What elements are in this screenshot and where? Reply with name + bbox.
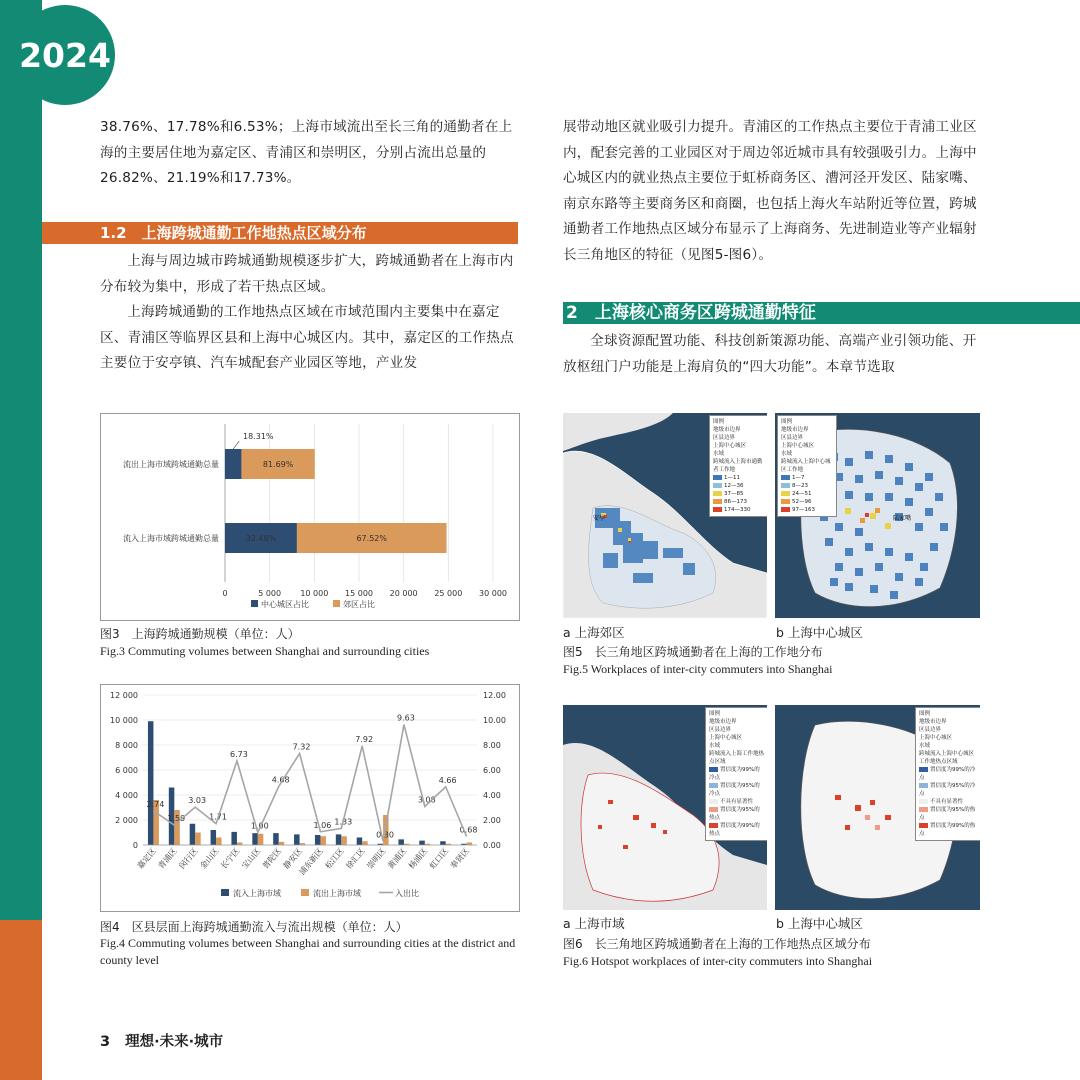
legend-item: 区县边界 (709, 727, 732, 733)
fig5b-grid-cell (835, 523, 843, 531)
legend-item: 区县边界 (781, 435, 804, 441)
fig4-bar-inflow (211, 830, 217, 845)
legend-item: 水域 (919, 743, 931, 749)
fig4-legend-label: 流入上海市域 (233, 889, 281, 898)
fig4-y-right-tick: 8.00 (483, 741, 501, 750)
legend-item: 跨城流入上海中心城区工作地热点区域 (919, 751, 975, 765)
fig4-x-tick-label: 杨浦区 (407, 846, 430, 871)
fig3-caption-zh: 图3 上海跨城通勤规模（单位：人） (100, 627, 300, 641)
left-paras (100, 249, 520, 377)
fig4-ratio-label: 0.30 (376, 830, 394, 840)
left-para-1-text: 38.76%、17.78%和6.53%；上海市域流出至长三角的通勤者在上海的主要居住地为嘉定区、青浦区和崇明区，分别占流出总量的26.82%、21.19%和17.73%。 (100, 119, 513, 186)
fig5b-grid-cell (875, 563, 883, 571)
fig5b-grid-cell (905, 498, 913, 506)
legend-item: 地级市边界 (919, 719, 947, 725)
fig4-y-left-tick: 0 (132, 841, 138, 850)
fig4-ratio-label: 1.33 (334, 817, 353, 827)
fig3-x-tick-label: 0 (222, 589, 228, 598)
fig4-y-right-tick: 2.00 (483, 816, 501, 825)
fig4-bar-inflow (252, 833, 258, 845)
fig4-ratio-label: 4.68 (271, 775, 290, 785)
fig6-caption-zh: 图6 长三角地区跨城通勤者在上海的工作地热点区域分布 (563, 937, 871, 951)
section-heading-1-2: 1.2 上海跨城通勤工作地热点区域分布 (42, 222, 518, 244)
fig4-ratio-label: 3.03 (188, 796, 207, 806)
fig5b-grid-cell (865, 543, 873, 551)
fig4-bar-inflow (190, 824, 196, 845)
fig3-data-label: 18.31% (243, 432, 274, 441)
fig4-legend-swatch (301, 889, 309, 896)
fig4-bar-outflow (279, 842, 285, 845)
fig5b-grid-cell (915, 578, 923, 586)
legend-item: 不具有显著性 (930, 799, 964, 805)
legend-item: 12—36 (724, 483, 744, 489)
fig4-y-left-tick: 10 000 (110, 716, 138, 725)
fig5b-grid-cell (855, 528, 863, 536)
legend-item: 置信度为95%的冷点 (919, 783, 976, 797)
fig5b-grid-cell (890, 591, 898, 599)
fig3-category-label: 流入上海市域跨城通勤总量 (123, 534, 219, 543)
fig5b-grid-cell (940, 523, 948, 531)
fig3-leader-line (233, 441, 239, 449)
fig5b-grid-cell (865, 493, 873, 501)
fig5b-legend-title: 图例 (781, 419, 793, 425)
fig5b-grid-cell (895, 573, 903, 581)
fig4-ratio-label: 7.32 (292, 742, 311, 752)
legend-item: 52—96 (792, 499, 812, 505)
fig5-sub-b: b 上海中心城区 (776, 625, 863, 640)
left-para-3: 上海跨城通勤的工作地热点区域在市域范围内主要集中在嘉定区、青浦区等临界区县和上海中心城区内。其中，嘉定区的工作热点主要位于安亭镇、汽车城配套产业园区等地，产业发 (100, 304, 514, 371)
publication-title: 理想·未来·城市 (125, 1034, 224, 1050)
fig5b-grid-cell (905, 463, 913, 471)
fig4-bar-outflow (258, 834, 264, 845)
fig6b-legend (915, 707, 980, 841)
right-para-1-text: 展带动地区就业吸引力提升。青浦区的工作热点主要位于青浦工业区内，配套完善的工业园区对于周边邻近城市具有较强吸引力。上海中心城区内的就业热点主要位于虹桥商务区、漕河泾开发区、陆家嘴、南京东路等主要商务区和商圈，也包括上海火车站附近等位置，跨城通勤者工作地热点区域分布显示了上海商务、先进制造业等产业辐射长三角地区的特征（见图5-图6）。 (563, 119, 977, 263)
fig4-ratio-label: 1.00 (250, 821, 269, 831)
legend-item: 水域 (713, 451, 725, 457)
fig4-chart (101, 685, 519, 911)
fig4-x-tick-label: 松江区 (323, 846, 346, 871)
fig5b-grid-cell (830, 578, 838, 586)
fig3-data-label: 81.69% (262, 460, 294, 469)
legend-item: 97—163 (792, 507, 815, 513)
fig4-x-tick-label: 普陀区 (260, 846, 284, 871)
fig4-bar-outflow (216, 838, 222, 846)
legend-item: 水域 (781, 451, 793, 457)
fig5a-place-label: 安亭 (593, 515, 606, 522)
fig4-ratio-label: 2.74 (146, 799, 165, 809)
fig4-x-tick-label: 虹口区 (427, 846, 451, 871)
fig3-x-tick-label: 20 000 (389, 589, 418, 598)
legend-item: 跨城流入上海市通勤者工作地 (713, 459, 763, 473)
fig4-x-tick-label: 青浦区 (156, 846, 179, 871)
fig4-ratio-label: 0.68 (459, 825, 478, 835)
fig4-bar-outflow (362, 841, 368, 845)
legend-item: 上海中心城区 (709, 735, 743, 741)
fig4-ratio-label: 9.63 (397, 713, 415, 723)
legend-item: 地级市边界 (781, 427, 809, 433)
fig4-x-tick-label: 嘉定区 (135, 846, 158, 871)
section-heading-2: 2 上海核心商务区跨城通勤特征 (563, 302, 1080, 324)
fig4-legend-label: 流出上海市域 (313, 889, 361, 898)
fig6b-legend-title: 图例 (919, 711, 931, 717)
fig5b-grid-cell (925, 473, 933, 481)
fig4-x-tick-label: 长宁区 (219, 846, 242, 871)
page-footer (100, 1030, 223, 1051)
fig4-bar-inflow (148, 721, 154, 845)
fig4-bar-inflow (336, 834, 342, 845)
legend-item: 24—51 (792, 491, 812, 497)
fig4-bar-inflow (231, 832, 237, 845)
fig3-bar-segment (225, 449, 241, 479)
fig4-chart-frame (100, 684, 520, 912)
fig4-bar-inflow (294, 834, 300, 845)
fig5b-place-label: 陆家嘴 (893, 515, 912, 522)
fig5-map-b (775, 413, 980, 618)
legend-item: 174—330 (724, 507, 751, 513)
legend-item: 置信度为95%的冷点 (709, 783, 760, 797)
fig4-y-right-tick: 6.00 (483, 766, 501, 775)
fig6-caption-en: Fig.6 Hotspot workplaces of inter-city commuters into Shanghai (563, 954, 873, 968)
fig5b-grid-cell (935, 493, 943, 501)
fig6-sub-b: b 上海中心城区 (776, 916, 863, 931)
fig3-legend-swatch (251, 600, 258, 607)
legend-item: 不具有显著性 (720, 799, 754, 805)
fig4-bar-outflow (320, 836, 326, 845)
right-para-1 (563, 115, 983, 268)
fig5-map-a (563, 413, 767, 618)
fig5b-grid-cell (895, 477, 903, 485)
fig4-ratio-label: 7.92 (355, 735, 374, 744)
fig4-caption-en: Fig.4 Commuting volumes between Shanghai and surrounding cities at the district and county level (100, 936, 516, 967)
fig4-y-right-tick: 4.00 (483, 791, 501, 800)
fig3-legend-swatch (333, 600, 340, 607)
legend-item: 上海中心城区 (713, 443, 747, 449)
fig4-x-tick-label: 奉贤区 (448, 846, 472, 871)
fig5b-grid-cell (930, 543, 938, 551)
fig3-legend-label: 郊区占比 (343, 600, 375, 609)
fig5b-grid-cell (865, 451, 873, 459)
fig6a-legend (705, 707, 767, 841)
fig4-x-tick-label: 宝山区 (240, 846, 263, 871)
fig5b-grid-cell (825, 538, 833, 546)
right-para-2-text: 全球资源配置功能、科技创新策源功能、高端产业引领功能、开放枢纽门户功能是上海肩负的“四大功能”。本章节选取 (563, 333, 977, 375)
fig5a-legend-title: 图例 (713, 419, 725, 425)
legend-item: 86—173 (724, 499, 747, 505)
fig5-caption-en: Fig.5 Workplaces of inter-city commuters into Shanghai (563, 662, 833, 676)
fig4-ratio-label: 1.71 (209, 812, 227, 822)
fig5b-grid-cell (885, 455, 893, 463)
fig3-x-tick-label: 10 000 (300, 589, 329, 598)
fig4-ratio-label: 4.66 (438, 775, 457, 785)
legend-item: 置信度为99%的冷点 (919, 767, 976, 781)
fig4-y-right-tick: 10.00 (483, 716, 506, 725)
fig4-legend-swatch (221, 889, 229, 896)
legend-item: 置信度为99%的冷点 (709, 767, 760, 781)
fig5b-grid-cell (905, 553, 913, 561)
fig3-x-tick-label: 5 000 (258, 589, 282, 598)
legend-item: 置信度为95%的热点 (709, 807, 760, 821)
fig3-legend-label: 中心城区占比 (261, 600, 309, 609)
left-para-2: 上海与周边城市跨城通勤规模逐步扩大，跨城通勤者在上海市内分布较为集中，形成了若干热点区域。 (100, 253, 514, 295)
legend-item: 区县边界 (919, 727, 942, 733)
page-number: 3 (100, 1034, 111, 1050)
fig5b-grid-cell (925, 508, 933, 516)
fig4-ratio-label: 1.59 (167, 814, 186, 824)
fig5b-grid-cell (855, 475, 863, 483)
fig4-ratio-label: 3.08 (417, 795, 436, 805)
fig5-sub-a: a 上海郊区 (563, 625, 625, 640)
fig5b-grid-cell (855, 568, 863, 576)
fig5b-grid-cell (870, 585, 878, 593)
fig4-bar-inflow (273, 833, 279, 845)
fig4-bar-inflow (315, 835, 321, 845)
fig4-bar-outflow (195, 833, 201, 846)
fig4-x-tick-label: 崇明区 (365, 846, 388, 871)
fig4-bar-inflow (357, 838, 363, 846)
fig5b-grid-cell (845, 583, 853, 591)
fig5b-grid-cell (920, 563, 928, 571)
fig4-y-left-tick: 12 000 (110, 691, 138, 700)
fig4-bar-inflow (398, 839, 404, 845)
fig4-ratio-label: 1.06 (313, 820, 332, 830)
legend-item: 跨城流入上海工作地热点区域 (709, 751, 765, 765)
fig4-ratio-label: 6.73 (230, 749, 248, 759)
fig4-y-left-tick: 6 000 (115, 766, 138, 775)
legend-item: 1—7 (792, 475, 805, 481)
legend-item: 上海中心城区 (919, 735, 953, 741)
fig6-map-b (775, 705, 980, 910)
fig3-data-label: 32.48% (245, 534, 277, 543)
fig4-x-tick-label: 黄浦区 (386, 846, 409, 871)
legend-item: 1—11 (724, 475, 740, 481)
legend-item: 置信度为99%的热点 (919, 823, 976, 837)
fig5b-grid-cell (885, 548, 893, 556)
fig3-chart-frame (100, 413, 520, 621)
fig5b-grid-cell (845, 548, 853, 556)
left-para-1 (100, 115, 520, 192)
fig4-x-tick-label: 徐汇区 (344, 846, 367, 871)
fig4-x-tick-label: 浦东新区 (297, 846, 325, 877)
legend-item: 区县边界 (713, 435, 736, 441)
fig3-x-tick-label: 15 000 (345, 589, 373, 598)
legend-item: 地级市边界 (713, 427, 741, 433)
fig4-x-tick-label: 静安区 (281, 846, 305, 871)
fig5b-grid-cell (875, 471, 883, 479)
fig5b-grid-cell (915, 483, 923, 491)
fig3-data-label: 67.52% (356, 534, 387, 543)
fig3-chart (101, 414, 519, 620)
fig5b-grid-cell (835, 563, 843, 571)
legend-item: 跨城流入上海中心城区工作地 (781, 459, 831, 473)
fig3-caption-en: Fig.3 Commuting volumes between Shanghai and surrounding cities (100, 644, 430, 658)
fig5b-grid-cell (885, 493, 893, 501)
legend-item: 上海中心城区 (781, 443, 815, 449)
fig4-x-tick-label: 闵行区 (177, 846, 200, 871)
fig4-y-right-tick: 0.00 (483, 841, 501, 850)
fig6-sub-a: a 上海市域 (563, 916, 625, 931)
year-badge: 2024 (15, 5, 115, 105)
fig5b-grid-cell (845, 491, 853, 499)
fig5b-grid-cell (915, 523, 923, 531)
fig4-x-tick-label: 金山区 (198, 846, 221, 871)
fig4-y-left-tick: 4 000 (115, 791, 138, 800)
fig4-y-right-tick: 12.00 (483, 691, 506, 700)
fig3-x-tick-label: 30 000 (479, 589, 507, 598)
fig6a-legend-title: 图例 (709, 711, 721, 717)
legend-item: 置信度为95%的热点 (919, 807, 976, 821)
legend-item: 地级市边界 (709, 719, 737, 725)
fig5-caption-zh: 图5 长三角地区跨城通勤者在上海的工作地分布 (563, 645, 823, 659)
right-para-2 (563, 329, 983, 380)
fig4-bar-inflow (419, 841, 425, 845)
fig4-caption-zh: 图4 区县层面上海跨城通勤流入与流出规模（单位：人） (100, 920, 408, 934)
fig3-x-tick-label: 25 000 (434, 589, 463, 598)
legend-item: 8—23 (792, 483, 808, 489)
fig4-bar-inflow (440, 841, 446, 845)
fig4-bar-outflow (341, 836, 347, 845)
fig4-legend-label: 入出比 (395, 889, 419, 898)
left-green-band (0, 0, 42, 920)
left-orange-band (0, 920, 42, 1080)
fig4-y-left-tick: 2 000 (115, 816, 138, 825)
legend-item: 置信度为99%的热点 (709, 823, 760, 837)
fig5b-legend (777, 415, 837, 517)
fig4-y-left-tick: 8 000 (115, 741, 138, 750)
legend-item: 37—85 (724, 491, 744, 497)
fig5a-legend (709, 415, 767, 517)
fig6-map-a (563, 705, 767, 910)
legend-item: 水域 (709, 743, 721, 749)
fig3-category-label: 流出上海市域跨城通勤总量 (123, 460, 219, 469)
fig5b-grid-cell (845, 458, 853, 466)
